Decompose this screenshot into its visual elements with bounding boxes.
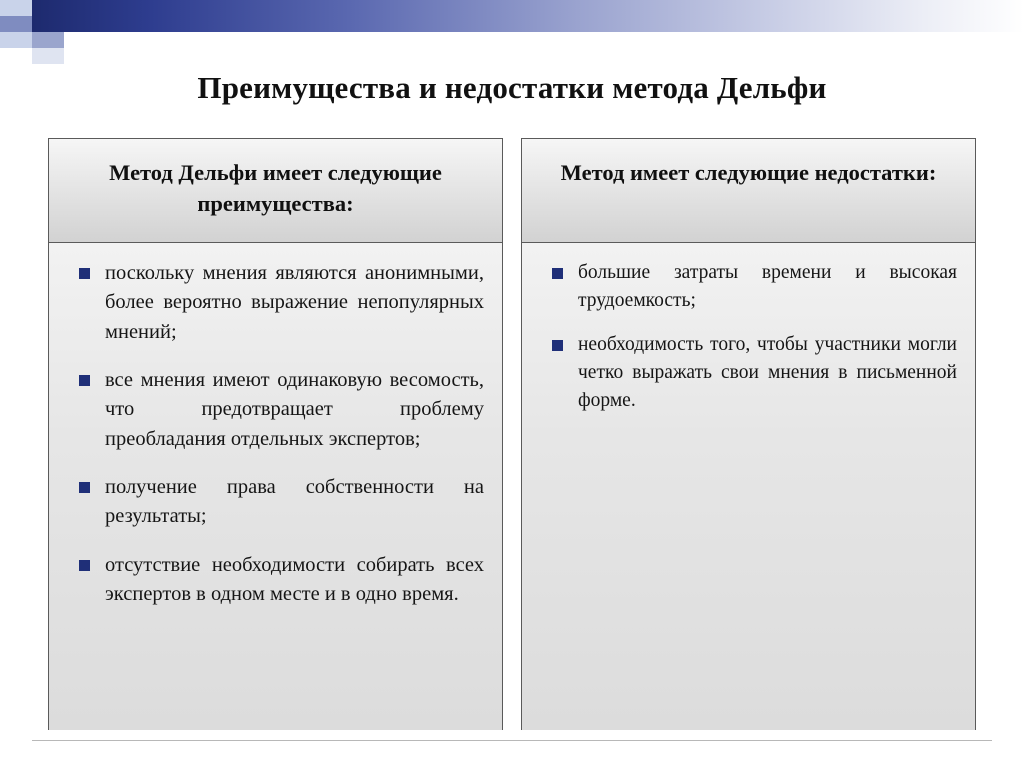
list-item [540, 259, 957, 315]
list-item-text: поскольку мнения являются анонимными, более вероятно выражение непопулярных мнений; [105, 262, 484, 343]
list-item-text: отсутствие необходимости собирать всех экспертов в одном месте и в одно время. [105, 553, 484, 605]
disadvantages-panel [521, 138, 976, 730]
advantages-panel [48, 138, 503, 730]
footer-divider [32, 740, 992, 741]
list-item-text: большие затраты времени и высокая трудоемкость; [578, 262, 957, 311]
list-item [67, 366, 484, 454]
comparison-columns [48, 138, 976, 730]
square-bullet-icon [79, 375, 90, 386]
advantages-list [67, 259, 484, 609]
list-item [67, 473, 484, 532]
header-gradient-band [32, 0, 1024, 32]
square-bullet-icon [552, 268, 563, 279]
disadvantages-body [522, 243, 975, 730]
square-bullet-icon [79, 482, 90, 493]
square-bullet-icon [552, 340, 563, 351]
advantages-heading: Метод Дельфи имеет следующие преимущества: [49, 139, 502, 243]
disadvantages-list [540, 259, 957, 414]
list-item [67, 551, 484, 610]
advantages-body [49, 243, 502, 730]
list-item [540, 331, 957, 415]
square-bullet-icon [79, 268, 90, 279]
list-item-text: получение права собственности на результаты; [105, 475, 484, 528]
disadvantages-heading: Метод имеет следующие недостатки: [522, 139, 975, 243]
square-bullet-icon [79, 560, 90, 571]
list-item [67, 259, 484, 347]
list-item-text: все мнения имеют одинаковую весомость, что предотвращает проблему преобладания отдельных экспертов; [105, 368, 484, 450]
page-title: Преимущества и недостатки метода Дельфи [197, 70, 827, 105]
list-item-text: необходимость того, чтобы участники могли четко выражать свои мнения в письменной форме. [578, 333, 957, 411]
